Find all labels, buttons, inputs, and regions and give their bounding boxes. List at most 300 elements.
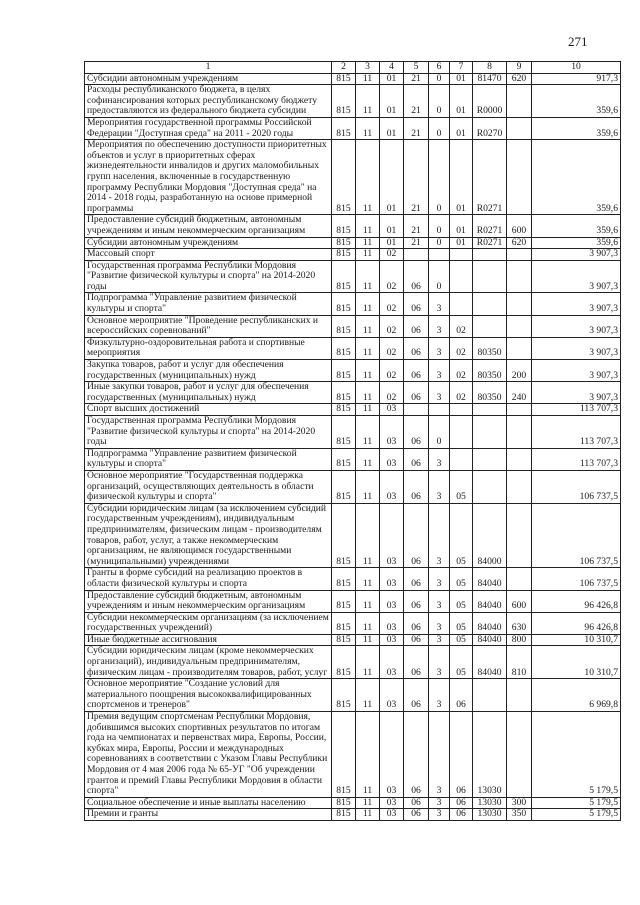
code-cell-c7: 01 bbox=[450, 117, 473, 139]
code-cell-c9 bbox=[507, 679, 532, 712]
code-cell-c2: 815 bbox=[332, 337, 356, 359]
budget-table bbox=[84, 61, 621, 821]
code-cell-c7: 01 bbox=[450, 237, 473, 249]
code-cell-c9 bbox=[507, 337, 532, 359]
code-cell-c8: 80350 bbox=[473, 337, 507, 359]
code-cell-c6: 3 bbox=[429, 448, 450, 470]
code-cell-c4: 02 bbox=[380, 337, 404, 359]
code-cell-c9 bbox=[507, 712, 532, 798]
table-row bbox=[85, 237, 621, 249]
code-cell-c4: 03 bbox=[380, 416, 404, 449]
code-cell-c2: 815 bbox=[332, 503, 356, 568]
code-cell-c9: 240 bbox=[507, 382, 532, 404]
code-cell-c6: 0 bbox=[429, 117, 450, 139]
code-cell-c3: 11 bbox=[356, 360, 380, 382]
code-cell-c6: 0 bbox=[429, 215, 450, 237]
row-name: Массовый спорт bbox=[85, 249, 332, 261]
code-cell-c8 bbox=[473, 404, 507, 416]
code-cell-c2: 815 bbox=[332, 140, 356, 215]
amount-cell: 5 179,5 bbox=[532, 809, 621, 821]
code-cell-c5 bbox=[404, 404, 429, 416]
code-cell-c5: 06 bbox=[404, 568, 429, 590]
row-name: Мероприятия по обеспечению доступности приоритетных объектов и услуг в приоритетных сферах жизнедеятельности инвалидов и других маломобильных групп населения, включенные в государственную программу Республики Мордовия "Доступная среда" на 2014 - 2018 годы, разработанную на основе примерной программы bbox=[85, 140, 332, 215]
code-cell-c9 bbox=[507, 293, 532, 315]
code-cell-c7: 05 bbox=[450, 634, 473, 646]
row-name: Социальное обеспечение и иные выплаты населению bbox=[85, 797, 332, 809]
code-cell-c6: 0 bbox=[429, 260, 450, 293]
code-cell-c6: 3 bbox=[429, 712, 450, 798]
table-row bbox=[85, 503, 621, 568]
code-cell-c5: 06 bbox=[404, 634, 429, 646]
table-row bbox=[85, 712, 621, 798]
code-cell-c8 bbox=[473, 293, 507, 315]
code-cell-c6: 3 bbox=[429, 634, 450, 646]
code-cell-c5: 06 bbox=[404, 712, 429, 798]
row-name: Гранты в форме субсидий на реализацию проектов в области физической культуры и спорта bbox=[85, 568, 332, 590]
column-header: 5 bbox=[404, 62, 429, 74]
code-cell-c7: 01 bbox=[450, 215, 473, 237]
code-cell-c8: 13030 bbox=[473, 712, 507, 798]
code-cell-c8: 84040 bbox=[473, 590, 507, 612]
code-cell-c8 bbox=[473, 249, 507, 261]
code-cell-c9 bbox=[507, 85, 532, 118]
code-cell-c2: 815 bbox=[332, 679, 356, 712]
code-cell-c7 bbox=[450, 293, 473, 315]
table-row bbox=[85, 646, 621, 679]
row-name: Расходы республиканского бюджета, в целях софинансирования которых республиканскому бюджету предоставляются из федерального бюджета субсидии bbox=[85, 85, 332, 118]
amount-cell: 106 737,5 bbox=[532, 568, 621, 590]
column-header: 9 bbox=[507, 62, 532, 74]
row-name: Предоставление субсидий бюджетным, автономным учреждениям и иным некоммерческим организациям bbox=[85, 215, 332, 237]
code-cell-c3: 11 bbox=[356, 797, 380, 809]
code-cell-c3: 11 bbox=[356, 448, 380, 470]
row-name: Предоставление субсидий бюджетным, автономным учреждениям и иным некоммерческим организациям bbox=[85, 590, 332, 612]
code-cell-c8: R0271 bbox=[473, 237, 507, 249]
code-cell-c9 bbox=[507, 503, 532, 568]
amount-cell: 96 426,8 bbox=[532, 590, 621, 612]
code-cell-c2: 815 bbox=[332, 809, 356, 821]
code-cell-c2: 815 bbox=[332, 360, 356, 382]
code-cell-c9: 630 bbox=[507, 612, 532, 634]
code-cell-c5: 21 bbox=[404, 237, 429, 249]
code-cell-c2: 815 bbox=[332, 85, 356, 118]
code-cell-c2: 815 bbox=[332, 73, 356, 85]
code-cell-c5: 06 bbox=[404, 590, 429, 612]
code-cell-c6: 3 bbox=[429, 360, 450, 382]
table-row bbox=[85, 568, 621, 590]
row-name: Подпрограмма "Управление развитием физической культуры и спорта" bbox=[85, 293, 332, 315]
code-cell-c5: 21 bbox=[404, 85, 429, 118]
code-cell-c6: 3 bbox=[429, 590, 450, 612]
code-cell-c2: 815 bbox=[332, 612, 356, 634]
code-cell-c9 bbox=[507, 117, 532, 139]
code-cell-c4: 03 bbox=[380, 568, 404, 590]
column-header: 2 bbox=[332, 62, 356, 74]
page-number: 271 bbox=[568, 34, 588, 49]
code-cell-c3: 11 bbox=[356, 634, 380, 646]
code-cell-c7 bbox=[450, 448, 473, 470]
code-cell-c3: 11 bbox=[356, 646, 380, 679]
code-cell-c8: 84040 bbox=[473, 568, 507, 590]
amount-cell: 113 707,3 bbox=[532, 416, 621, 449]
table-header-row bbox=[85, 62, 621, 74]
code-cell-c9: 620 bbox=[507, 73, 532, 85]
table-row bbox=[85, 470, 621, 503]
code-cell-c3: 11 bbox=[356, 590, 380, 612]
code-cell-c4: 02 bbox=[380, 382, 404, 404]
code-cell-c3: 11 bbox=[356, 416, 380, 449]
code-cell-c2: 815 bbox=[332, 315, 356, 337]
amount-cell: 113 707,3 bbox=[532, 404, 621, 416]
code-cell-c7: 06 bbox=[450, 809, 473, 821]
table-body bbox=[85, 73, 621, 820]
code-cell-c5: 06 bbox=[404, 809, 429, 821]
code-cell-c7: 06 bbox=[450, 797, 473, 809]
code-cell-c4: 02 bbox=[380, 249, 404, 261]
code-cell-c4: 03 bbox=[380, 809, 404, 821]
code-cell-c5: 06 bbox=[404, 315, 429, 337]
code-cell-c8: 13030 bbox=[473, 809, 507, 821]
code-cell-c3: 11 bbox=[356, 293, 380, 315]
code-cell-c4: 03 bbox=[380, 590, 404, 612]
code-cell-c4: 02 bbox=[380, 360, 404, 382]
code-cell-c6: 3 bbox=[429, 679, 450, 712]
code-cell-c8 bbox=[473, 679, 507, 712]
code-cell-c3: 11 bbox=[356, 73, 380, 85]
row-name: Премия ведущим спортсменам Республики Мордовия, добившимся высоких спортивных результатов по итогам года на чемпионатах и первенствах мира, Европы, России, кубках мира, Европы, России и международных соревнованиях в соответствии с Указом Главы Республики Мордовия от 4 мая 2006 года № 65-УГ "Об учреждении грантов и премий Главы Республики Мордовия в области спорта" bbox=[85, 712, 332, 798]
row-name: Иные бюджетные ассигнования bbox=[85, 634, 332, 646]
code-cell-c4: 01 bbox=[380, 140, 404, 215]
code-cell-c2: 815 bbox=[332, 249, 356, 261]
code-cell-c8: R0000 bbox=[473, 85, 507, 118]
code-cell-c3: 11 bbox=[356, 117, 380, 139]
code-cell-c5: 21 bbox=[404, 73, 429, 85]
table-row bbox=[85, 85, 621, 118]
code-cell-c3: 11 bbox=[356, 249, 380, 261]
code-cell-c3: 11 bbox=[356, 612, 380, 634]
code-cell-c2: 815 bbox=[332, 568, 356, 590]
column-header: 6 bbox=[429, 62, 450, 74]
code-cell-c3: 11 bbox=[356, 809, 380, 821]
code-cell-c7 bbox=[450, 416, 473, 449]
code-cell-c5: 06 bbox=[404, 612, 429, 634]
row-name: Субсидии автономным учреждениям bbox=[85, 237, 332, 249]
code-cell-c6: 3 bbox=[429, 503, 450, 568]
row-name: Государственная программа Республики Мордовия "Развитие физической культуры и спорта" на 2014-2020 годы bbox=[85, 416, 332, 449]
code-cell-c9 bbox=[507, 416, 532, 449]
code-cell-c7: 05 bbox=[450, 568, 473, 590]
amount-cell: 113 707,3 bbox=[532, 448, 621, 470]
code-cell-c4: 03 bbox=[380, 712, 404, 798]
code-cell-c2: 815 bbox=[332, 237, 356, 249]
row-name: Иные закупки товаров, работ и услуг для обеспечения государственных (муниципальных) нужд bbox=[85, 382, 332, 404]
column-header: 4 bbox=[380, 62, 404, 74]
code-cell-c6: 3 bbox=[429, 470, 450, 503]
row-name: Основное мероприятие "Государственная поддержка организаций, осуществляющих деятельность в области физической культуры и спорта" bbox=[85, 470, 332, 503]
table-row bbox=[85, 416, 621, 449]
code-cell-c4: 01 bbox=[380, 237, 404, 249]
code-cell-c3: 11 bbox=[356, 382, 380, 404]
code-cell-c6: 3 bbox=[429, 337, 450, 359]
code-cell-c3: 11 bbox=[356, 712, 380, 798]
amount-cell: 359,6 bbox=[532, 215, 621, 237]
code-cell-c4: 02 bbox=[380, 293, 404, 315]
code-cell-c9 bbox=[507, 260, 532, 293]
code-cell-c2: 815 bbox=[332, 470, 356, 503]
code-cell-c6 bbox=[429, 249, 450, 261]
code-cell-c4: 03 bbox=[380, 646, 404, 679]
code-cell-c9 bbox=[507, 470, 532, 503]
code-cell-c8 bbox=[473, 260, 507, 293]
table-row bbox=[85, 448, 621, 470]
code-cell-c5: 06 bbox=[404, 503, 429, 568]
amount-cell: 3 907,3 bbox=[532, 249, 621, 261]
code-cell-c4: 02 bbox=[380, 315, 404, 337]
code-cell-c5: 21 bbox=[404, 140, 429, 215]
amount-cell: 3 907,3 bbox=[532, 293, 621, 315]
code-cell-c2: 815 bbox=[332, 712, 356, 798]
code-cell-c6: 3 bbox=[429, 382, 450, 404]
code-cell-c6 bbox=[429, 404, 450, 416]
amount-cell: 3 907,3 bbox=[532, 360, 621, 382]
table-row bbox=[85, 337, 621, 359]
code-cell-c6: 3 bbox=[429, 568, 450, 590]
code-cell-c6: 0 bbox=[429, 237, 450, 249]
code-cell-c9 bbox=[507, 315, 532, 337]
code-cell-c8: 84040 bbox=[473, 612, 507, 634]
column-header: 8 bbox=[473, 62, 507, 74]
code-cell-c8 bbox=[473, 448, 507, 470]
code-cell-c4: 03 bbox=[380, 797, 404, 809]
code-cell-c9 bbox=[507, 448, 532, 470]
code-cell-c7: 05 bbox=[450, 470, 473, 503]
amount-cell: 5 179,5 bbox=[532, 712, 621, 798]
code-cell-c4: 03 bbox=[380, 448, 404, 470]
table-row bbox=[85, 249, 621, 261]
code-cell-c4: 03 bbox=[380, 470, 404, 503]
code-cell-c5: 21 bbox=[404, 117, 429, 139]
code-cell-c8: 80350 bbox=[473, 360, 507, 382]
code-cell-c9 bbox=[507, 568, 532, 590]
code-cell-c3: 11 bbox=[356, 470, 380, 503]
amount-cell: 106 737,5 bbox=[532, 503, 621, 568]
code-cell-c8 bbox=[473, 416, 507, 449]
column-header: 1 bbox=[85, 62, 332, 74]
code-cell-c7 bbox=[450, 260, 473, 293]
table-row bbox=[85, 809, 621, 821]
code-cell-c3: 11 bbox=[356, 85, 380, 118]
table-row bbox=[85, 404, 621, 416]
code-cell-c7: 01 bbox=[450, 73, 473, 85]
code-cell-c9: 600 bbox=[507, 215, 532, 237]
code-cell-c9: 800 bbox=[507, 634, 532, 646]
amount-cell: 5 179,5 bbox=[532, 797, 621, 809]
row-name: Основное мероприятие "Создание условий для материального поощрения высококвалифицированных спортсменов и тренеров" bbox=[85, 679, 332, 712]
code-cell-c2: 815 bbox=[332, 404, 356, 416]
code-cell-c7: 02 bbox=[450, 360, 473, 382]
table-row bbox=[85, 117, 621, 139]
row-name: Государственная программа Республики Мордовия "Развитие физической культуры и спорта" на 2014-2020 годы bbox=[85, 260, 332, 293]
row-name: Подпрограмма "Управление развитием физической культуры и спорта" bbox=[85, 448, 332, 470]
table-row bbox=[85, 612, 621, 634]
code-cell-c5: 21 bbox=[404, 215, 429, 237]
code-cell-c4: 01 bbox=[380, 73, 404, 85]
code-cell-c2: 815 bbox=[332, 260, 356, 293]
code-cell-c7: 05 bbox=[450, 503, 473, 568]
row-name: Мероприятия государственной программы Российской Федерации "Доступная среда" на 2011 - 2020 годы bbox=[85, 117, 332, 139]
code-cell-c6: 3 bbox=[429, 646, 450, 679]
row-name: Премии и гранты bbox=[85, 809, 332, 821]
amount-cell: 96 426,8 bbox=[532, 612, 621, 634]
table-row bbox=[85, 634, 621, 646]
row-name: Физкультурно-оздоровительная работа и спортивные мероприятия bbox=[85, 337, 332, 359]
code-cell-c2: 815 bbox=[332, 646, 356, 679]
code-cell-c6: 3 bbox=[429, 612, 450, 634]
code-cell-c5: 06 bbox=[404, 679, 429, 712]
code-cell-c6: 3 bbox=[429, 293, 450, 315]
code-cell-c7: 05 bbox=[450, 612, 473, 634]
amount-cell: 3 907,3 bbox=[532, 337, 621, 359]
code-cell-c7: 05 bbox=[450, 646, 473, 679]
row-name: Субсидии автономным учреждениям bbox=[85, 73, 332, 85]
code-cell-c6: 0 bbox=[429, 140, 450, 215]
code-cell-c4: 01 bbox=[380, 215, 404, 237]
code-cell-c5 bbox=[404, 249, 429, 261]
code-cell-c4: 01 bbox=[380, 117, 404, 139]
code-cell-c5: 06 bbox=[404, 646, 429, 679]
code-cell-c5: 06 bbox=[404, 470, 429, 503]
code-cell-c8: 80350 bbox=[473, 382, 507, 404]
amount-cell: 10 310,7 bbox=[532, 646, 621, 679]
code-cell-c2: 815 bbox=[332, 448, 356, 470]
code-cell-c4: 03 bbox=[380, 634, 404, 646]
table-row bbox=[85, 315, 621, 337]
code-cell-c8 bbox=[473, 470, 507, 503]
amount-cell: 359,6 bbox=[532, 237, 621, 249]
code-cell-c7: 02 bbox=[450, 315, 473, 337]
table-row bbox=[85, 590, 621, 612]
amount-cell: 10 310,7 bbox=[532, 634, 621, 646]
code-cell-c5: 06 bbox=[404, 260, 429, 293]
code-cell-c5: 06 bbox=[404, 360, 429, 382]
code-cell-c3: 11 bbox=[356, 140, 380, 215]
code-cell-c8: 13030 bbox=[473, 797, 507, 809]
code-cell-c8: R0270 bbox=[473, 117, 507, 139]
code-cell-c3: 11 bbox=[356, 315, 380, 337]
code-cell-c9 bbox=[507, 249, 532, 261]
code-cell-c7: 05 bbox=[450, 590, 473, 612]
code-cell-c7: 01 bbox=[450, 85, 473, 118]
code-cell-c4: 03 bbox=[380, 679, 404, 712]
code-cell-c5: 06 bbox=[404, 337, 429, 359]
code-cell-c6: 0 bbox=[429, 416, 450, 449]
code-cell-c5: 06 bbox=[404, 293, 429, 315]
table-row bbox=[85, 260, 621, 293]
table-row bbox=[85, 360, 621, 382]
code-cell-c7 bbox=[450, 404, 473, 416]
amount-cell: 106 737,5 bbox=[532, 470, 621, 503]
code-cell-c4: 01 bbox=[380, 85, 404, 118]
table-row bbox=[85, 73, 621, 85]
amount-cell: 3 907,3 bbox=[532, 315, 621, 337]
column-header: 7 bbox=[450, 62, 473, 74]
code-cell-c8: R0271 bbox=[473, 140, 507, 215]
row-name: Субсидии юридическим лицам (за исключением субсидий государственным учреждениям), индивидуальным предпринимателям, физическим лицам - производителям товаров, работ, услуг, а также некоммерческим организациям, не являющимся государственными (муниципальными) учреждениями bbox=[85, 503, 332, 568]
code-cell-c8: 81470 bbox=[473, 73, 507, 85]
code-cell-c3: 11 bbox=[356, 568, 380, 590]
code-cell-c2: 815 bbox=[332, 293, 356, 315]
table-row bbox=[85, 797, 621, 809]
code-cell-c8: 84040 bbox=[473, 646, 507, 679]
code-cell-c6: 0 bbox=[429, 73, 450, 85]
code-cell-c2: 815 bbox=[332, 215, 356, 237]
amount-cell: 3 907,3 bbox=[532, 382, 621, 404]
row-name: Основное мероприятие "Проведение республиканских и всероссийских соревнований" bbox=[85, 315, 332, 337]
amount-cell: 359,6 bbox=[532, 140, 621, 215]
code-cell-c3: 11 bbox=[356, 237, 380, 249]
code-cell-c9: 600 bbox=[507, 590, 532, 612]
row-name: Спорт высших достижений bbox=[85, 404, 332, 416]
code-cell-c9: 300 bbox=[507, 797, 532, 809]
code-cell-c5: 06 bbox=[404, 416, 429, 449]
code-cell-c5: 06 bbox=[404, 797, 429, 809]
code-cell-c8 bbox=[473, 315, 507, 337]
code-cell-c6: 3 bbox=[429, 809, 450, 821]
table-row bbox=[85, 140, 621, 215]
table-row bbox=[85, 679, 621, 712]
code-cell-c9 bbox=[507, 404, 532, 416]
code-cell-c3: 11 bbox=[356, 260, 380, 293]
amount-cell: 6 969,8 bbox=[532, 679, 621, 712]
code-cell-c7: 06 bbox=[450, 679, 473, 712]
code-cell-c3: 11 bbox=[356, 404, 380, 416]
code-cell-c6: 0 bbox=[429, 85, 450, 118]
code-cell-c6: 3 bbox=[429, 315, 450, 337]
code-cell-c7 bbox=[450, 249, 473, 261]
code-cell-c9: 350 bbox=[507, 809, 532, 821]
column-header: 3 bbox=[356, 62, 380, 74]
amount-cell: 359,6 bbox=[532, 85, 621, 118]
code-cell-c3: 11 bbox=[356, 337, 380, 359]
code-cell-c8: R0271 bbox=[473, 215, 507, 237]
code-cell-c5: 06 bbox=[404, 448, 429, 470]
code-cell-c9 bbox=[507, 140, 532, 215]
code-cell-c4: 03 bbox=[380, 404, 404, 416]
code-cell-c4: 02 bbox=[380, 260, 404, 293]
code-cell-c7: 02 bbox=[450, 382, 473, 404]
row-name: Субсидии юридическим лицам (кроме некоммерческих организаций), индивидуальным предпринимателям, физическим лицам - производителям товаров, работ, услуг bbox=[85, 646, 332, 679]
code-cell-c2: 815 bbox=[332, 382, 356, 404]
row-name: Субсидии некоммерческим организациям (за исключением государственных учреждений) bbox=[85, 612, 332, 634]
code-cell-c7: 06 bbox=[450, 712, 473, 798]
column-header: 10 bbox=[532, 62, 621, 74]
table-row bbox=[85, 293, 621, 315]
code-cell-c2: 815 bbox=[332, 416, 356, 449]
code-cell-c9: 200 bbox=[507, 360, 532, 382]
table-row bbox=[85, 382, 621, 404]
code-cell-c3: 11 bbox=[356, 503, 380, 568]
row-name: Закупка товаров, работ и услуг для обеспечения государственных (муниципальных) нужд bbox=[85, 360, 332, 382]
code-cell-c3: 11 bbox=[356, 215, 380, 237]
code-cell-c9: 620 bbox=[507, 237, 532, 249]
table-row bbox=[85, 215, 621, 237]
code-cell-c7: 02 bbox=[450, 337, 473, 359]
code-cell-c8: 84000 bbox=[473, 503, 507, 568]
code-cell-c4: 03 bbox=[380, 612, 404, 634]
code-cell-c4: 03 bbox=[380, 503, 404, 568]
code-cell-c2: 815 bbox=[332, 590, 356, 612]
code-cell-c6: 3 bbox=[429, 797, 450, 809]
